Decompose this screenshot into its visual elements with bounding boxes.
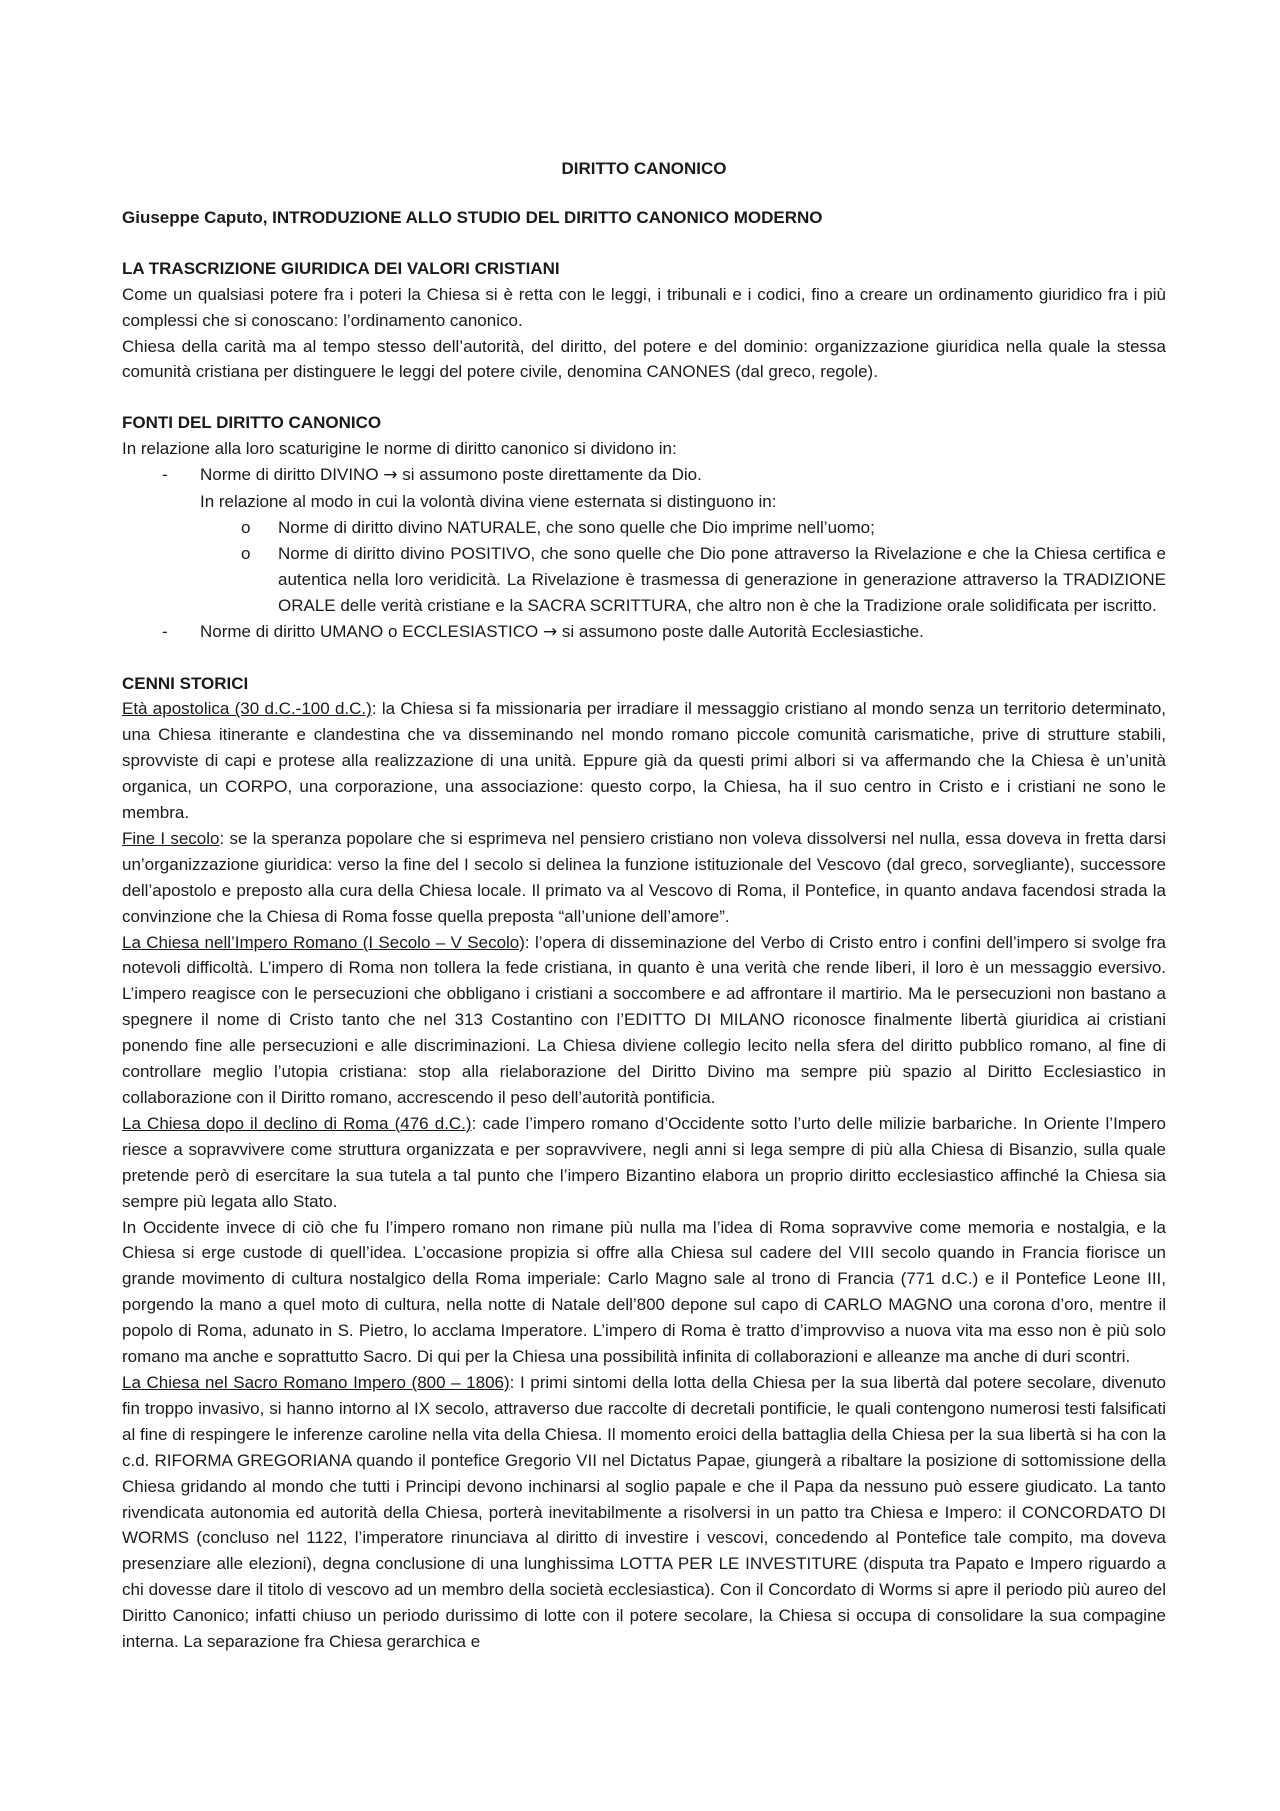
list-item-text: si assumono poste direttamente da Dio. bbox=[402, 465, 702, 485]
paragraph-text: : se la speranza popolare che si esprimeva nel pensiero cristiano non voleva dissolversi nel nulla, essa doveva in fretta darsi un’organizzazione giuridica: verso la fine del I secolo si delinea la funzione istituzionale del Vescovo (dal greco, sorvegliante), successore dell’apostolo e preposto alla cura della Chiesa locale. Il primato va al Vescovo di Roma, il Pontefice, in quanto andava facendosi strada la convinzione che la Chiesa di Roma fosse quella preposta “all’unione dell’amore”. bbox=[122, 828, 1166, 926]
document-subtitle: Giuseppe Caputo, INTRODUZIONE ALLO STUDIO DEL DIRITTO CANONICO MODERNO bbox=[122, 207, 823, 227]
paragraph-text: : I primi sintomi della lotta della Chiesa per la sua libertà dal potere secolare, divenuto fin troppo invasivo, si hanno intorno al IX secolo, attraverso due raccolte di decretali pontificie, le quali contengono numerosi testi falsificati al fine di respingere le inferenze caroline nella vita della Chiesa. Il momento eroici della battaglia della Chiesa per la sua libertà si ha con la c.d. RIFORMA GREGORIANA quando il pontefice Gregorio VII nel Dictatus Papae, giungerà a ribaltare la posizione di sottomissione della Chiesa gridando al mondo che tutti i Principi devono inchinarsi al soglio papale e che il Papa da nessuno può essere giudicato. La tanto rivendicata autonomia ed autorità della Chiesa, porterà inevitabilmente a risolversi in un patto tra Chiesa e Impero: il CONCORDATO DI WORMS (concluso nel 1122, l’imperatore rinunciava al diritto di investire i vescovi, concedendo al Pontefice tale compito, ma doveva presenziare alle elezioni), degna conclusione di una lunghissima LOTTA PER LE INVESTITURE (disputa tra Papato e Impero riguardo a chi dovesse dare il titolo di vescovo ad un membro della società ecclesiastica). Con il Concordato di Worms si apre il periodo più aureo del Diritto Canonico; infatti chiuso un periodo durissimo di lotte con il potere secolare, la Chiesa si occupa di consolidare la sua compagine interna. La separazione fra Chiesa gerarchica e bbox=[122, 1372, 1166, 1652]
paragraph bbox=[122, 930, 1166, 1111]
list-item bbox=[122, 462, 1166, 489]
paragraph-text: : cade l’impero romano d’Occidente sotto l’urto delle milizie barbariche. In Oriente l’Impero riesce a sopravvivere come struttura organizzata e per sopravvivere, negli anni si lega sempre di più alla Chiesa di Bisanzio, sulla quale pretende però di esercitare la sua tutela a tal punto che l’impero Bizantino elabora un proprio diritto ecclesiastico affinché la Chiesa sia sempre più legata allo Stato. bbox=[122, 1113, 1166, 1211]
section-heading-cenni: CENNI STORICI bbox=[122, 673, 249, 693]
paragraph: In relazione alla loro scaturigine le norme di diritto canonico si dividono in: bbox=[122, 439, 677, 459]
paragraph bbox=[122, 1370, 1166, 1655]
section-heading-fonti: FONTI DEL DIRITTO CANONICO bbox=[122, 413, 382, 433]
paragraph-text: : l’opera di disseminazione del Verbo di Cristo entro i confini dell’impero si svolge fra notevoli difficoltà. L’impero di Roma non tollera la fede cristiana, in quanto è una verità che rende liberi, il loro è un messaggio eversivo. L’impero reagisce con le persecuzioni che obbligano i cristiani a soccombere e ad affrontare il martirio. Ma le persecuzioni non bastano a spegnere il nome di Cristo tanto che nel 313 Costantino con l’EDITTO DI MILANO riconosce finalmente libertà giuridica ai cristiani ponendo fine alle persecuzioni e alle discriminazioni. La Chiesa diviene collegio lecito nella sfera del diritto pubblico romano, al fine di controllare meglio l’utopia cristiana: stop alla rielaborazione del Diritto Divino ma sempre più spazio al Diritto Ecclesiastico in collaborazione con il Diritto romano, accrescendo il peso dell’autorità pontificia. bbox=[122, 932, 1166, 1107]
sub-list-item-text: Norme di diritto divino POSITIVO, che sono quelle che Dio pone attraverso la Rivelazione e che la Chiesa certifica e autentica nella loro veridicità. La Rivelazione è trasmessa di generazione in generazione attraverso la TRADIZIONE ORALE delle verità cristiane e la SACRA SCRITTURA, che altro non è che la Tradizione orale solidificata per iscritto. bbox=[278, 543, 1166, 615]
list-item-text: Norme di diritto DIVINO bbox=[200, 465, 379, 485]
paragraph: In Occidente invece di ciò che fu l’impero romano non rimane più nulla ma l’idea di Roma sopravvive come memoria e nostalgia, e la Chiesa si erge custode di quell’idea. L’occasione propizia si offre alla Chiesa sul cadere del VIII secolo quando in Francia fiorisce un grande movimento di cultura nostalgico della Roma imperiale: Carlo Magno sale al trono di Francia (771 d.C.) e il Pontefice Leone III, porgendo la mano a quel moto di cultura, nella notte di Natale dell’800 depone sul capo di CARLO MAGNO una corona d’oro, mentre il popolo di Roma, adunato in S. Pietro, lo acclama Imperatore. L’impero di Roma è tratto d’improvviso a nuova vita ma esso non è più solo romano ma anche e soprattutto Sacro. Di qui per la Chiesa una possibilità infinita di collaborazioni e alleanze ma anche di duri scontri. bbox=[122, 1217, 1166, 1367]
paragraph: Chiesa della carità ma al tempo stesso dell’autorità, del diritto, del potere e del dominio: organizzazione giuridica nella quale la stessa comunità cristiana per distinguere le leggi del potere civile, denomina CANONES (dal greco, regole). bbox=[122, 336, 1166, 382]
list-item-continuation: In relazione al modo in cui la volontà divina viene esternata si distinguono in: bbox=[200, 492, 777, 512]
sub-list-item bbox=[122, 515, 1166, 541]
period-label: La Chiesa dopo il declino di Roma (476 d.C.) bbox=[122, 1113, 472, 1133]
paragraph-text: : la Chiesa si fa missionaria per irradiare il messaggio cristiano al mondo senza un territorio determinato, una Chiesa itinerante e clandestina che va disseminando nel mondo romano piccole comunità carismatiche, prive di strutture stabili, sprovviste di capi e protese alla realizzazione di una unità. Eppure già da questi primi albori si va affermando che la Chiesa è un’unità organica, un CORPO, una corporazione, una associazione: questo corpo, la Chiesa, ha il suo centro in Cristo e i cristiani ne sono le membra. bbox=[122, 699, 1167, 823]
bullet-marker: o bbox=[241, 517, 251, 537]
period-label: La Chiesa nel Sacro Romano Impero (800 – 1806) bbox=[122, 1372, 510, 1392]
arrow-right-icon: → bbox=[542, 621, 558, 642]
list-item-text: Norme di diritto UMANO o ECCLESIASTICO bbox=[200, 621, 539, 641]
period-label: Età apostolica (30 d.C.-100 d.C.) bbox=[122, 699, 372, 719]
list-item-text: si assumono poste dalle Autorità Ecclesiastiche. bbox=[561, 621, 924, 641]
bullet-marker: o bbox=[241, 543, 251, 563]
paragraph bbox=[122, 696, 1166, 826]
period-label: Fine I secolo bbox=[122, 828, 220, 848]
document-page bbox=[122, 138, 1166, 1655]
paragraph: Come un qualsiasi potere fra i poteri la Chiesa si è retta con le leggi, i tribunali e i codici, fino a creare un ordinamento giuridico fra i più complessi che si conoscano: l’ordinamento canonico. bbox=[122, 284, 1166, 330]
paragraph bbox=[122, 826, 1166, 930]
paragraph bbox=[122, 1111, 1166, 1215]
dash-marker: - bbox=[162, 465, 168, 485]
arrow-right-icon: → bbox=[383, 465, 398, 486]
section-heading-trascrizione: LA TRASCRIZIONE GIURIDICA DEI VALORI CRISTIANI bbox=[122, 258, 560, 278]
sub-list-item bbox=[122, 541, 1166, 619]
document-title: DIRITTO CANONICO bbox=[561, 159, 727, 178]
dash-marker: - bbox=[162, 621, 168, 641]
sub-list-item-text: Norme di diritto divino NATURALE, che sono quelle che Dio imprime nell’uomo; bbox=[278, 517, 875, 537]
list-item bbox=[122, 619, 1166, 646]
period-label: La Chiesa nell’Impero Romano (I Secolo – V Secolo) bbox=[122, 932, 525, 952]
